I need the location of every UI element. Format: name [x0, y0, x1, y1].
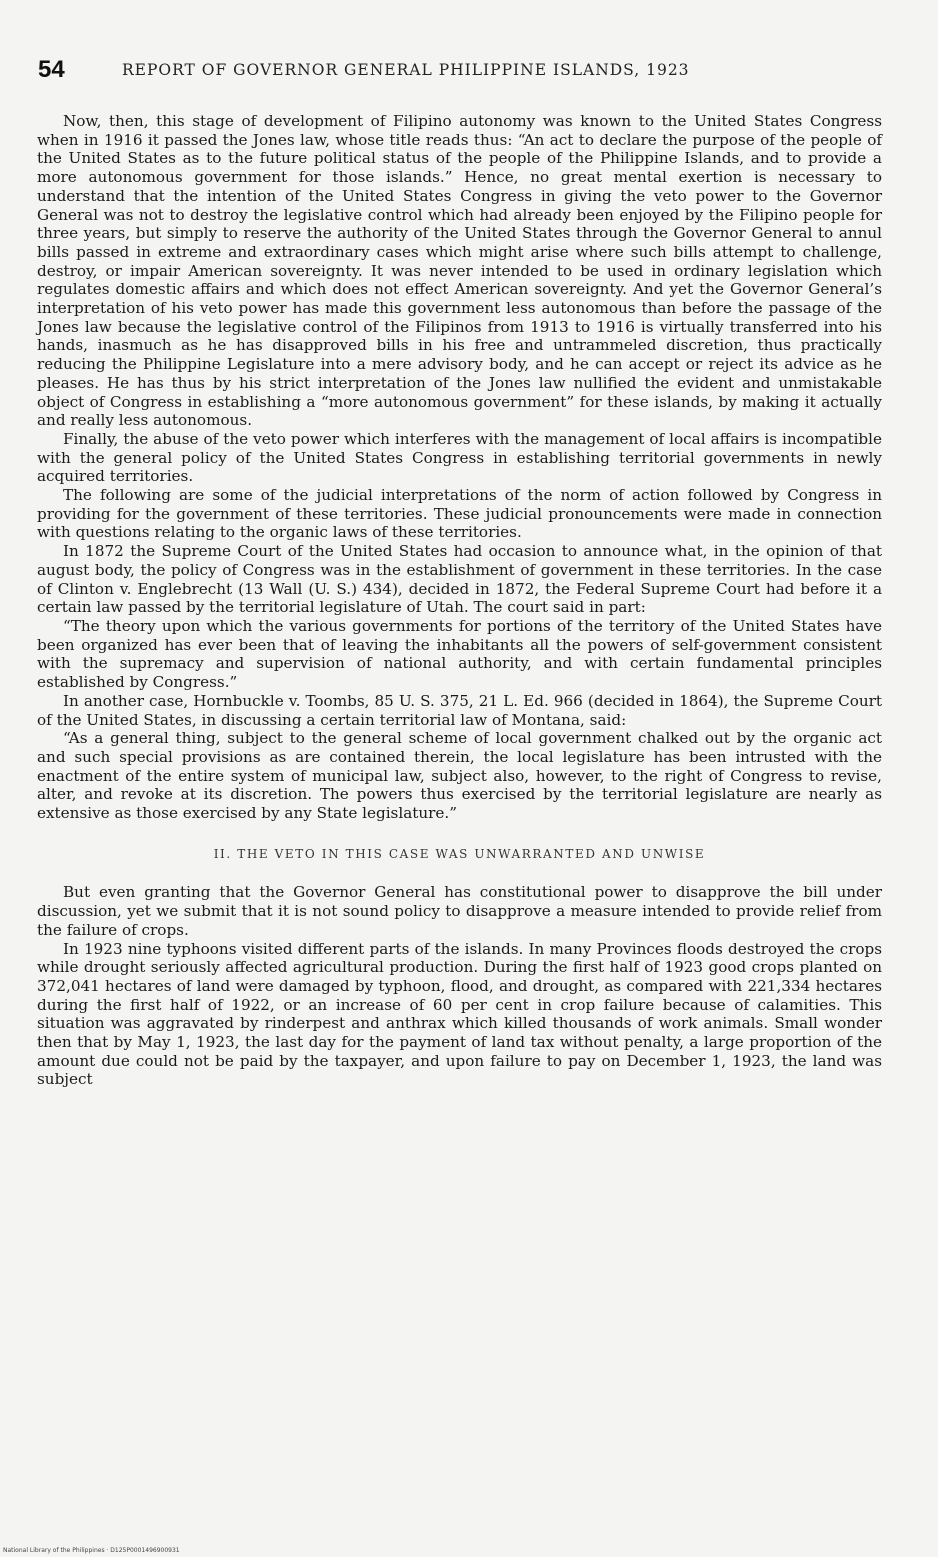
- quotation-paragraph: “The theory upon which the various governments for portions of the territory of the United States have been organized has ever been that of leaving the inhabitants all the powers of self-government consistent with the supremacy and supervision of national authority, and with certain fundamental principles established by Congress.”: [37, 616, 882, 692]
- page-footer: National Library of the Philippines · D125P0001496900931: [3, 1547, 180, 1554]
- paragraph: Finally, the abuse of the veto power which interferes with the management of local affairs is incompatible with the general policy of the United States Congress in establishing territorial governments in newly acquired territories.: [37, 429, 882, 486]
- paragraph: But even granting that the Governor General has constitutional power to disapprove the bill under discussion, yet we submit that it is not sound policy to disapprove a measure intended to provide relief from the failure of crops.: [37, 883, 882, 939]
- running-head: REPORT OF GOVERNOR GENERAL PHILIPPINE ISLANDS, 1923: [122, 61, 690, 79]
- paragraph: In 1923 nine typhoons visited different parts of the islands. In many Provinces floods destroyed the crops while drought seriously affected agricultural production. During the first half of 1923 good crops planted on 372,041 hectares of land were damaged by typhoon, flood, and drought, as compared with 221,334 hectares during the first half of 1922, or an increase of 60 per cent in crop failure because of calamities. This situation was aggravated by rinderpest and anthrax which killed thousands of work animals. Small wonder then that by May 1, 1923, the last day for the payment of land tax without penalty, a large proportion of the amount due could not be paid by the taxpayer, and upon failure to pay on December 1, 1923, the land was subject: [37, 939, 882, 1089]
- page-number: 54: [38, 56, 65, 83]
- paragraph: Now, then, this stage of development of Filipino autonomy was known to the United States Congress when in 1916 it passed the Jones law, whose title reads thus: “An act to declare the purpose of the people of the United States as to the future political status of the people of the Philippine Islands, and to provide a more autonomous government for those islands.” Hence, no great mental exertion is necessary to understand that the intention of the United States Congress in giving the veto power to the Governor General was not to destroy the legislative control which had already been enjoyed by the Filipino people for three years, but simply to reserve the authority of the United States through the Governor General to annul bills passed in extreme and extraordinary cases which might arise where such bills attempt to challenge, destroy, or impair American sovereignty. It was never intended to be used in ordinary legislation which regulates domestic affairs and which does not effect American sovereignty. And yet the Governor General’s interpretation of his veto power has made this government less autonomous than before the passage of the Jones law because the legislative control of the Filipinos from 1913 to 1916 is virtually transferred into his hands, inasmuch as he has disapproved bills in his free and untrammeled discretion, thus practically reducing the Philippine Legislature into a mere advisory body, and he can accept or reject its advice as he pleases. He has thus by his strict interpretation of the Jones law nullified the evident and unmistakable object of Congress in establishing a “more autonomous government” for these islands, by making it actually and really less autonomous.: [37, 112, 882, 430]
- section-heading: II. THE VETO IN THIS CASE WAS UNWARRANTED AND UNWISE: [213, 846, 706, 861]
- page-header: [38, 56, 898, 88]
- paragraph: The following are some of the judicial interpretations of the norm of action followed by Congress in providing for the government of these territories. These judicial pronouncements were made in connection with questions relating to the organic laws of these territories.: [37, 486, 882, 542]
- quotation-paragraph: “As a general thing, subject to the general scheme of local government chalked out by the organic act and such special provisions as are contained therein, the local legislature has been intrusted with the enactment of the entire system of municipal law, subject also, however, to the right of Congress to revise, alter, and revoke at its discretion. The powers thus exercised by the territorial legislature are nearly as extensive as those exercised by any State legislature.”: [37, 729, 882, 823]
- body-text: [37, 112, 882, 1089]
- paragraph: In another case, Hornbuckle v. Toombs, 85 U. S. 375, 21 L. Ed. 966 (decided in 1864), the Supreme Court of the United States, in discussing a certain territorial law of Montana, said:: [37, 691, 882, 729]
- paragraph: In 1872 the Supreme Court of the United States had occasion to announce what, in the opinion of that august body, the policy of Congress was in the establishment of government in these territories. In the case of Clinton v. Englebrecht (13 Wall (U. S.) 434), decided in 1872, the Federal Supreme Court had before it a certain law passed by the territorial legislature of Utah. The court said in part:: [37, 542, 882, 617]
